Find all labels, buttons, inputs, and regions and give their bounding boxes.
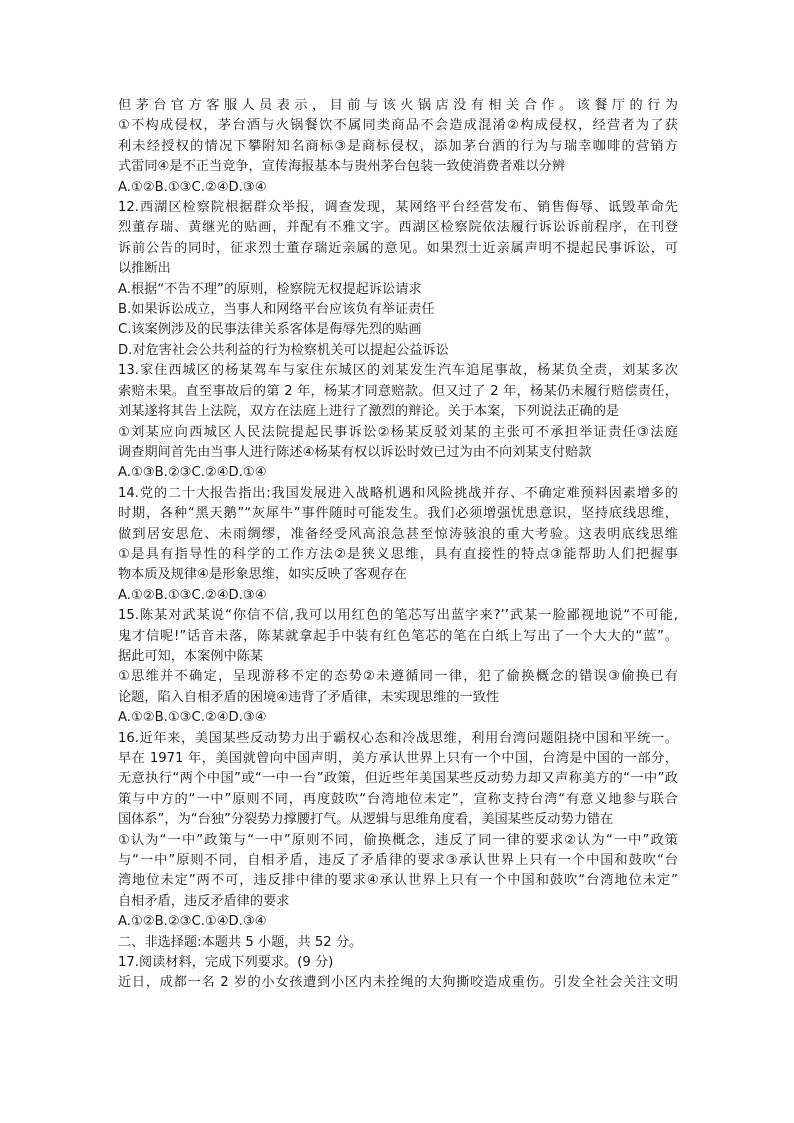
option-c: C.该案例涉及的民事法律关系客体是侮辱先烈的贴画 <box>118 322 422 338</box>
text-line: 索赔未果。直至事故后的第 2 年，杨某才同意赔款。但又过了 2 年，杨某仍未履行赔偿责任， <box>118 383 678 399</box>
answer-options: A.①②B.①③C.②④D.③④ <box>118 179 267 195</box>
text-line: 自相矛盾，违反矛盾律的要求 <box>118 893 290 909</box>
text-line: 以推断出 <box>118 261 171 277</box>
question-15-line: 15.陈某对武某说“你信不信,我可以用红色的笔芯写出蓝字来?’’武某一脸鄙视地说“不可能, <box>118 608 678 624</box>
question-12-line: 12.西湖区检察院根据群众举报，调查发现，某网络平台经营发布、销售侮辱、诋毁革命先 <box>118 200 678 216</box>
question-13-line: 13.家住西城区的杨某驾车与家住东城区的刘某发生汽车追尾事故，杨某负全责，刘某多次 <box>118 363 678 379</box>
option-b: B.如果诉讼成立，当事人和网络平台应该负有举证责任 <box>118 302 435 318</box>
question-16-line: 16.近年来，美国某些反动势力出于霸权心态和冷战思维，利用台湾问题阻挠中国和平统一。 <box>118 730 678 746</box>
text-line: 诉前公告的同时，征求烈士董存瑞近亲属的意见。如果烈士近亲属声明不提起民事诉讼，可 <box>118 240 678 256</box>
text-line: 近日，成都一名 2 岁的小女孩遭到小区内未拴绳的大狗撕咬造成重伤。引发全社会关注文明 <box>118 975 678 991</box>
section-heading: 二、非选择题:本题共 5 小题，共 52 分。 <box>118 934 363 950</box>
text-line: 与“一中”原则不同，自相矛盾，违反了矛盾律的要求③承认世界上只有一个中国和鼓吹“台 <box>118 853 678 869</box>
text-line: 策与中方的“一中”原则不同，再度鼓吹“台湾地位未定”，宣称支持台湾“有意义地参与联合 <box>118 791 678 807</box>
text-line: 烈董存瑞、黄继光的贴画，并配有不雅文字。西湖区检察院依法履行诉讼诉前程序，在刊登 <box>118 220 678 236</box>
text-line: 论题，陷入自相矛盾的困境④违背了矛盾律，未实现思维的一致性 <box>118 689 500 705</box>
text-line: 式雷同④是不正当竞争，宣传海报基本与贵州茅台包装一致使消费者难以分辨 <box>118 159 566 175</box>
text-line: ①认为“一中”政策与“一中”原则不同，偷换概念，违反了同一律的要求②认为“一中”政策 <box>118 832 678 848</box>
question-14-line: 14.党的二十大报告指出:我国发展进入战略机遇和风险挑战并存、不确定难预料因素增多的 <box>118 485 678 501</box>
answer-options: A.①③B.②③C.②④D.①④ <box>118 465 267 481</box>
answer-options: A.①②B.①③C.②④D.③④ <box>118 587 267 603</box>
text-line: 利未经授权的情况下攀附知名商标③是商标侵权，添加茅台酒的行为与瑞幸咖啡的营销方 <box>118 138 678 154</box>
text-line: 物本质及规律④是形象思维，如实反映了客观存在 <box>118 567 407 583</box>
text-line: ①是具有指导性的科学的工作方法②是狭义思维，具有直接性的特点③能帮助人们把握事 <box>118 546 678 562</box>
text-line: 调查期间首先由当事人进行陈述④杨某有权以诉讼时效已过为由不向刘某支付赔款 <box>118 444 592 460</box>
document-page <box>118 96 678 994</box>
text-line: 时期，各种“黑天鹅”“灰犀牛”事件随时可能发生。我们必须增强忧患意识，坚持底线思维， <box>118 506 678 522</box>
text-line: 做到居安思危、未雨绸缪，准备经受风高浪急甚至惊涛骇浪的重大考验。这表明底线思维 <box>118 526 678 542</box>
text-line: 国体系”，为“台独”分裂势力撑腰打气。从逻辑与思维角度看，美国某些反动势力错在 <box>118 812 614 828</box>
option-d: D.对危害社会公共利益的行为检察机关可以提起公益诉讼 <box>118 342 449 358</box>
text-line: 无意执行“两个中国”或“一中一台”政策，但近些年美国某些反动势力却又声称美方的“一中”政 <box>118 771 678 787</box>
text-line: 湾地位未定”两不可，违反排中律的要求④承认世界上只有一个中国和鼓吹“台湾地位未定” <box>118 873 678 889</box>
question-17-heading: 17.阅读材料，完成下列要求。(9 分) <box>118 955 334 971</box>
answer-options: A.①②B.②③C.①④D.③④ <box>118 914 267 930</box>
text-line: 但茅台官方客服人员表示，目前与该火锅店没有相关合作。该餐厅的行为 <box>118 98 678 113</box>
text-line: ①思维并不确定，呈现游移不定的态势②未遵循同一律，犯了偷换概念的错误③偷换已有 <box>118 669 678 685</box>
text-line: 早在 1971 年，美国就曾向中国声明，美方承认世界上只有一个中国，台湾是中国的一部分， <box>118 751 678 766</box>
text-line: 刘某遂将其告上法院，双方在法庭上进行了激烈的辩论。关于本案，下列说法正确的是 <box>118 404 620 420</box>
answer-options: A.①②B.①③C.②④D.③④ <box>118 710 267 726</box>
text-line: ①刘某应向西城区人民法院提起民事诉讼②杨某反驳刘某的主张可不承担举证责任③法庭 <box>118 424 678 440</box>
text-line: ①不构成侵权，茅台酒与火锅餐饮不属同类商品不会造成混淆②构成侵权，经营者为了获 <box>118 118 678 134</box>
option-a: A.根据“不告不理”的原则，检察院无权提起诉讼请求 <box>118 281 422 297</box>
text-line: 据此可知，本案例中陈某 <box>118 648 264 664</box>
text-line: 鬼才信呢!”话音未落，陈某就拿起手中装有红色笔芯的笔在白纸上写出了一个大大的“蓝”。 <box>118 628 678 644</box>
